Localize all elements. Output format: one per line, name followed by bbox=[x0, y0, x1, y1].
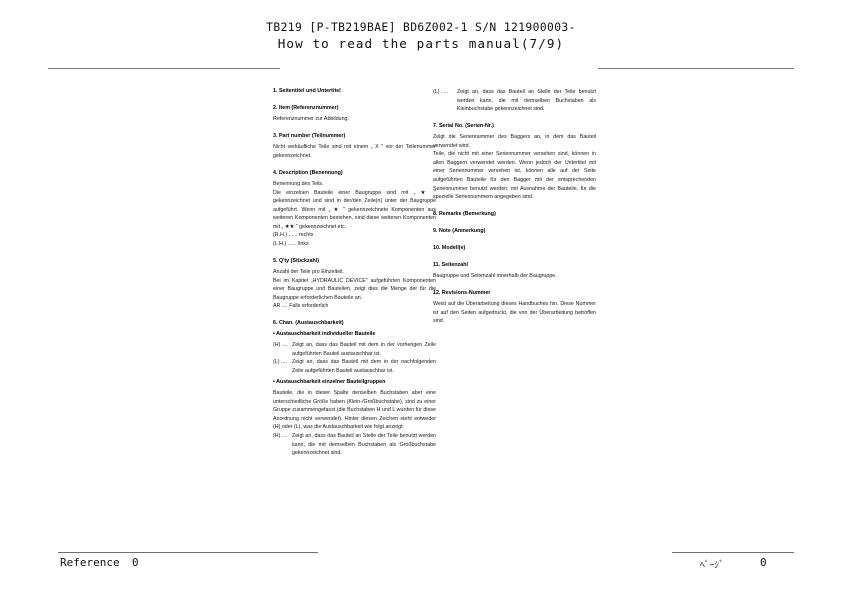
section-11-heading: 11. Seitenzahl bbox=[433, 261, 469, 268]
machine-model-line: TB219 [P-TB219BAE] BD6Z002-1 S/N 121900003- bbox=[266, 21, 576, 34]
section-3-part-number bbox=[273, 133, 436, 161]
section-7-serial-no bbox=[433, 123, 596, 202]
section-6-group-item-l-lead: (L) ..... bbox=[433, 89, 449, 95]
footer-page-value: 0 bbox=[760, 556, 767, 569]
section-6-paragraph-1: Bauteile, die in dieser Spalte denselben Buchstaben aber eine unterschiedliche Größe haben (Klein-/Großbuchstabe), sind zu einer Gruppe zusammengefasst (die Buchstaben H und L wurden für diese Anordnung nicht verwendet). Hinter diesen Zeichen steht entweder (H) oder (L), was die Austauschbarkeit wie folgt anzeigt: bbox=[273, 390, 436, 431]
footer-rule-right bbox=[672, 552, 794, 553]
section-2-paragraph-1: Referenznummer zur Abbildung. bbox=[273, 116, 349, 123]
right-text-column bbox=[433, 88, 596, 326]
section-4-description bbox=[273, 170, 436, 249]
page-footer bbox=[0, 552, 842, 582]
page-title: How to read the parts manual(7/9) bbox=[277, 35, 565, 51]
section-6-group-item-h-lead: (H) .... bbox=[273, 432, 288, 439]
left-text-column bbox=[273, 88, 436, 458]
document-body bbox=[0, 88, 842, 548]
footer-page-label: ﾍﾟｰｼﾞ bbox=[700, 560, 724, 571]
section-5-paragraph-2: Bei im Kapitel „HYDRAULIC DEVICE" aufgeführten Komponenten einer Baugruppe und Bauteilen, zeigt dies die Menge der für die Baugruppe erforderlichen Bauteile an. bbox=[273, 277, 436, 301]
section-12-revision-number bbox=[433, 290, 596, 326]
section-4-paragraph-2: Die einzelnen Bauteile einer Baugruppe sind mit „ ★ " gekennzeichnet und sind in der/den Zeile(n) unter der Baugruppe aufgeführt. Wenn mit „ ★ " gekennzeichnete Komponenten aus weiteren Komponenten bestehen, sind diese weiteren Komponenten mit „ ★★ " gekennzeichnet etc. bbox=[273, 189, 436, 230]
footer-reference-value: 0 bbox=[132, 556, 139, 569]
section-2-item bbox=[273, 105, 436, 124]
header-title-block bbox=[0, 22, 842, 51]
section-6-subheading-2: • Austauschbarkeit einzelner Bauteilgruppen bbox=[273, 378, 386, 385]
section-12-heading: 12. Revisions-Nummer bbox=[433, 289, 491, 296]
section-7-paragraph-1: Zeigt die Seriennummer des Baggers an, in dem das Bauteil verwendet wird. bbox=[433, 134, 596, 149]
section-6-group-item-h-text: Zeigt an, dass das Bauteil an Stelle der Teile benutzt werden kann, die mit demselben Buchstaben als Großbuchstabe gekennzeichnet sind. bbox=[292, 432, 436, 457]
section-1-heading: 1. Seitentitel und Untertitel bbox=[273, 88, 341, 94]
section-3-paragraph-1: Nicht verkäufliche Teile sind mit einem „ X " vor der Teilenummer gekennzeichnet. bbox=[273, 144, 436, 159]
footer-reference-label: Reference bbox=[60, 556, 120, 569]
section-6-item-h-lead: (H) .... bbox=[273, 342, 288, 349]
section-11-paragraph-1: Baugruppe und Seitenzahl innerhalb der Baugruppe. bbox=[433, 273, 557, 280]
section-12-paragraph-1: Weist auf die Überarbeitung dieses Handbuches hin. Diese Nummer ist auf den Seiten aufgedruckt, die von der Überarbeitung betroffen sind. bbox=[433, 301, 596, 325]
section-7-heading: 7. Serial No. (Serien-Nr.) bbox=[433, 122, 494, 129]
section-2-heading: 2. Item (Referenznummer) bbox=[273, 104, 339, 111]
page-header bbox=[0, 22, 842, 58]
section-5-heading: 5. Q'ty (Stückzahl) bbox=[273, 257, 320, 264]
section-1-seitentitel bbox=[273, 88, 436, 96]
section-6-heading: 6. Chan. (Austauschbarkeit) bbox=[273, 319, 344, 326]
section-6-subheading-1: • Austauschbarkeit individueller Bauteile bbox=[273, 330, 376, 337]
section-6-group-item-l bbox=[433, 88, 596, 114]
section-6-group-item-l-text: Zeigt an, dass das Bauteil an Stelle der Teile benutzt werden kann, die mit demselben Buchstaben als Kleinbuchstabe gekennzeichnet sind. bbox=[457, 89, 596, 113]
section-5-paragraph-1: Anzahl der Teile pro Einzelteil. bbox=[273, 269, 344, 276]
section-6-item-l bbox=[273, 358, 436, 375]
section-5-qty bbox=[273, 258, 436, 311]
section-4-heading: 4. Description (Benennung) bbox=[273, 169, 343, 176]
header-rule-right bbox=[598, 68, 794, 69]
section-3-heading: 3. Part number (Teilnummer) bbox=[273, 132, 346, 139]
section-8-heading: 8. Remarks (Bemerkung) bbox=[433, 210, 496, 217]
section-7-paragraph-2: Teile, die nicht mit einer Seriennummer versehen sind, können in allen Baggern verwendet werden. Wenn jedoch der Untertitel mit einer Seriennummer versehen ist, können alle auf der Seite aufgeführten Bauteile für den Bagger mit der entsprechenden Seriennummer benutzt werden; mit Ausnahme der Bauteile, für die spezielle Seriennummern angegeben sind. bbox=[433, 151, 596, 201]
section-6-changeability bbox=[273, 320, 436, 458]
section-10-models bbox=[433, 245, 596, 253]
section-9-heading: 9. Note (Anmerkung) bbox=[433, 227, 486, 234]
section-6-item-l-lead: (L) .... bbox=[273, 359, 287, 366]
section-4-rh-note: (R.H.) ...... rechts bbox=[273, 232, 314, 239]
section-6-group-item-h bbox=[273, 432, 436, 458]
section-4-lh-note: (L.H.) ...... links bbox=[273, 241, 309, 248]
section-5-paragraph-3: AR .... Falls erforderlich bbox=[273, 303, 329, 310]
section-11-page-number bbox=[433, 262, 596, 281]
section-6-item-l-text: Zeigt an, dass das Bauteil mit dem in der nachfolgenden Zeile aufgeführten Bauteil austauschbar ist. bbox=[292, 359, 436, 375]
header-rule-left bbox=[48, 68, 280, 69]
section-6-continued bbox=[433, 88, 596, 114]
section-6-item-h bbox=[273, 341, 436, 358]
section-8-remarks bbox=[433, 211, 596, 219]
section-9-note bbox=[433, 228, 596, 236]
footer-rule-left bbox=[58, 552, 318, 553]
section-10-heading: 10. Modell(e) bbox=[433, 244, 466, 251]
section-4-paragraph-1: Benennung des Teils. bbox=[273, 180, 324, 187]
section-6-item-h-text: Zeigt an, dass das Bauteil mit dem in der vorherigen Zeile aufgeführten Bauteil austauschbar ist. bbox=[292, 342, 436, 357]
